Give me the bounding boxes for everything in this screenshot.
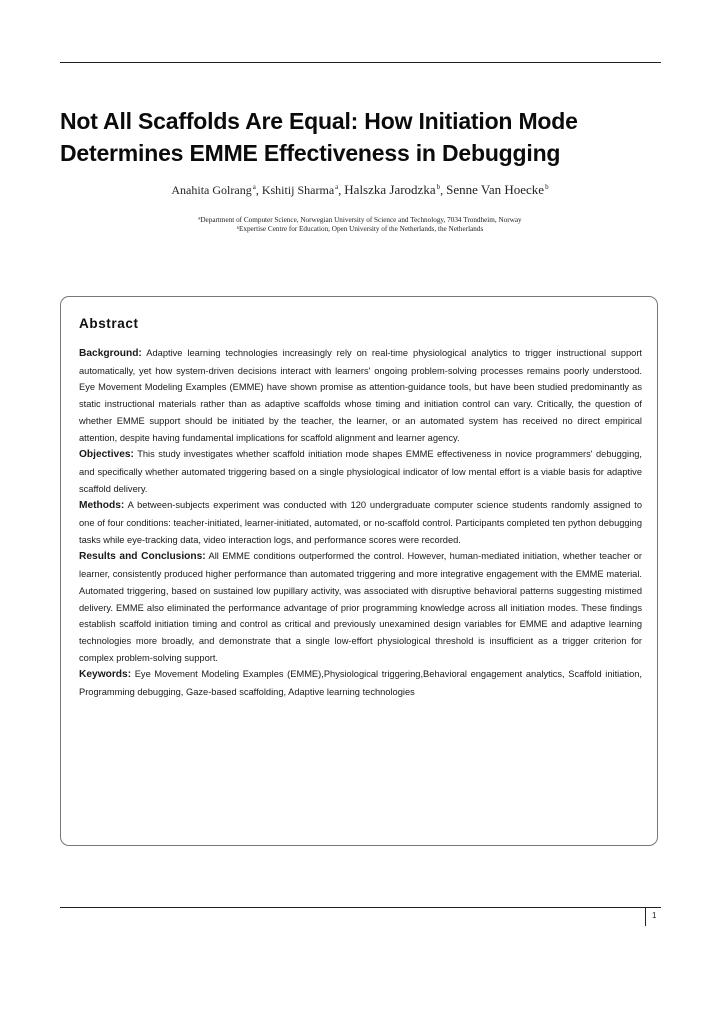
section-label: Keywords:	[79, 669, 132, 681]
page-number-divider	[645, 907, 646, 926]
paper-title: Not All Scaffolds Are Equal: How Initiation Mode Determines EMME Effectiveness in Debugging	[60, 108, 578, 166]
section-label: Objectives:	[79, 449, 134, 461]
abstract-objectives	[79, 446, 642, 497]
abstract-box	[60, 296, 658, 846]
author-affil-mark: b	[436, 183, 441, 191]
header-rule	[60, 62, 661, 63]
abstract-background	[79, 345, 642, 446]
section-label: Results and Conclusions:	[79, 551, 206, 563]
author-affil-mark: a	[335, 183, 339, 191]
page-number: 1	[652, 911, 657, 920]
author-name: Kshitij Sharma	[261, 183, 335, 197]
section-text: This study investigates whether scaffold initiation mode shapes EMME effectiveness in novice programmers' debugging, and specifically whether automated triggering based on a single physiological indicator of low mental effort is a viable basis for adaptive scaffold delivery.	[79, 449, 643, 494]
affiliation-a: ªDepartment of Computer Science, Norwegian University of Science and Technology, 7034 Trondheim, Norway	[198, 216, 522, 224]
section-text: A between-subjects experiment was conducted with 120 undergraduate computer science students randomly assigned to one of four conditions: teacher-initiated, learner-initiated, automated, or no-scaffold control. Participants completed ten python debugging tasks while eye-tracking data, video interaction logs, and performance scores were recorded.	[79, 500, 642, 545]
author-name: Anahita Golrang	[171, 183, 252, 197]
author-name: Senne Van Hoecke	[446, 182, 545, 197]
abstract-body	[79, 345, 642, 701]
section-label: Background:	[79, 348, 142, 359]
author-affil-mark: b	[545, 183, 549, 191]
abstract-results	[79, 548, 642, 666]
affiliation-b: ᵇExpertise Centre for Education, Open University of the Netherlands, the Netherlands	[236, 225, 484, 233]
section-label: Methods:	[79, 500, 125, 512]
footer-rule	[60, 907, 661, 908]
abstract-heading: Abstract	[79, 316, 139, 331]
author-affil-mark: a	[252, 183, 256, 191]
author-list: Anahita Golrang $^a$, Kshitij Sharma $^a$, Halszka Jarodzka $^b$, Senne Van Hoecke $^b$	[171, 182, 549, 197]
section-text: Eye Movement Modeling Examples (EMME),Physiological triggering,Behavioral engagement analytics, Scaffold initiation, Programming debugging, Gaze-based scaffolding, Adaptive learning technologies	[79, 669, 642, 698]
abstract-keywords	[79, 666, 642, 700]
author-name: Halszka Jarodzka	[344, 182, 436, 197]
section-text: Adaptive learning technologies increasingly rely on real-time physiological analytics to trigger instructional support automatically, yet how system-driven decisions interact with learners' ongoing problem-solving processes remains poorly understood. Eye Movement Modeling Examples (EMME) have shown promise as attention-guidance tools, but have been studied predominantly as static instructional materials rather than as adaptive scaffolds whose timing and initiation control can vary. Critically, the question of whether EMME support should be initiated by the teacher, the learner, or an automated system has received no direct empirical attention, despite having fundamental implications for scaffold alignment and learner agency.	[79, 348, 642, 443]
section-text: All EMME conditions outperformed the control. However, human-mediated initiation, whether teacher or learner, consistently produced higher performance than automated triggering and more integrative engagement with the EMME material. Automated triggering, based on sustained low pupillary activity, was associated with disruptive behavioral patterns suggesting mistimed delivery. EMME also eliminated the performance advantage of prior programming knowledge across all initiation modes. These findings establish scaffold initiation timing and control as critical and previously unexamined design variables for EMME and adaptive learning technologies more broadly, and demonstrate that a single low-effort physiological threshold is insufficient as a trigger criterion for complex problem-solving support.	[79, 551, 642, 663]
abstract-methods	[79, 497, 642, 548]
